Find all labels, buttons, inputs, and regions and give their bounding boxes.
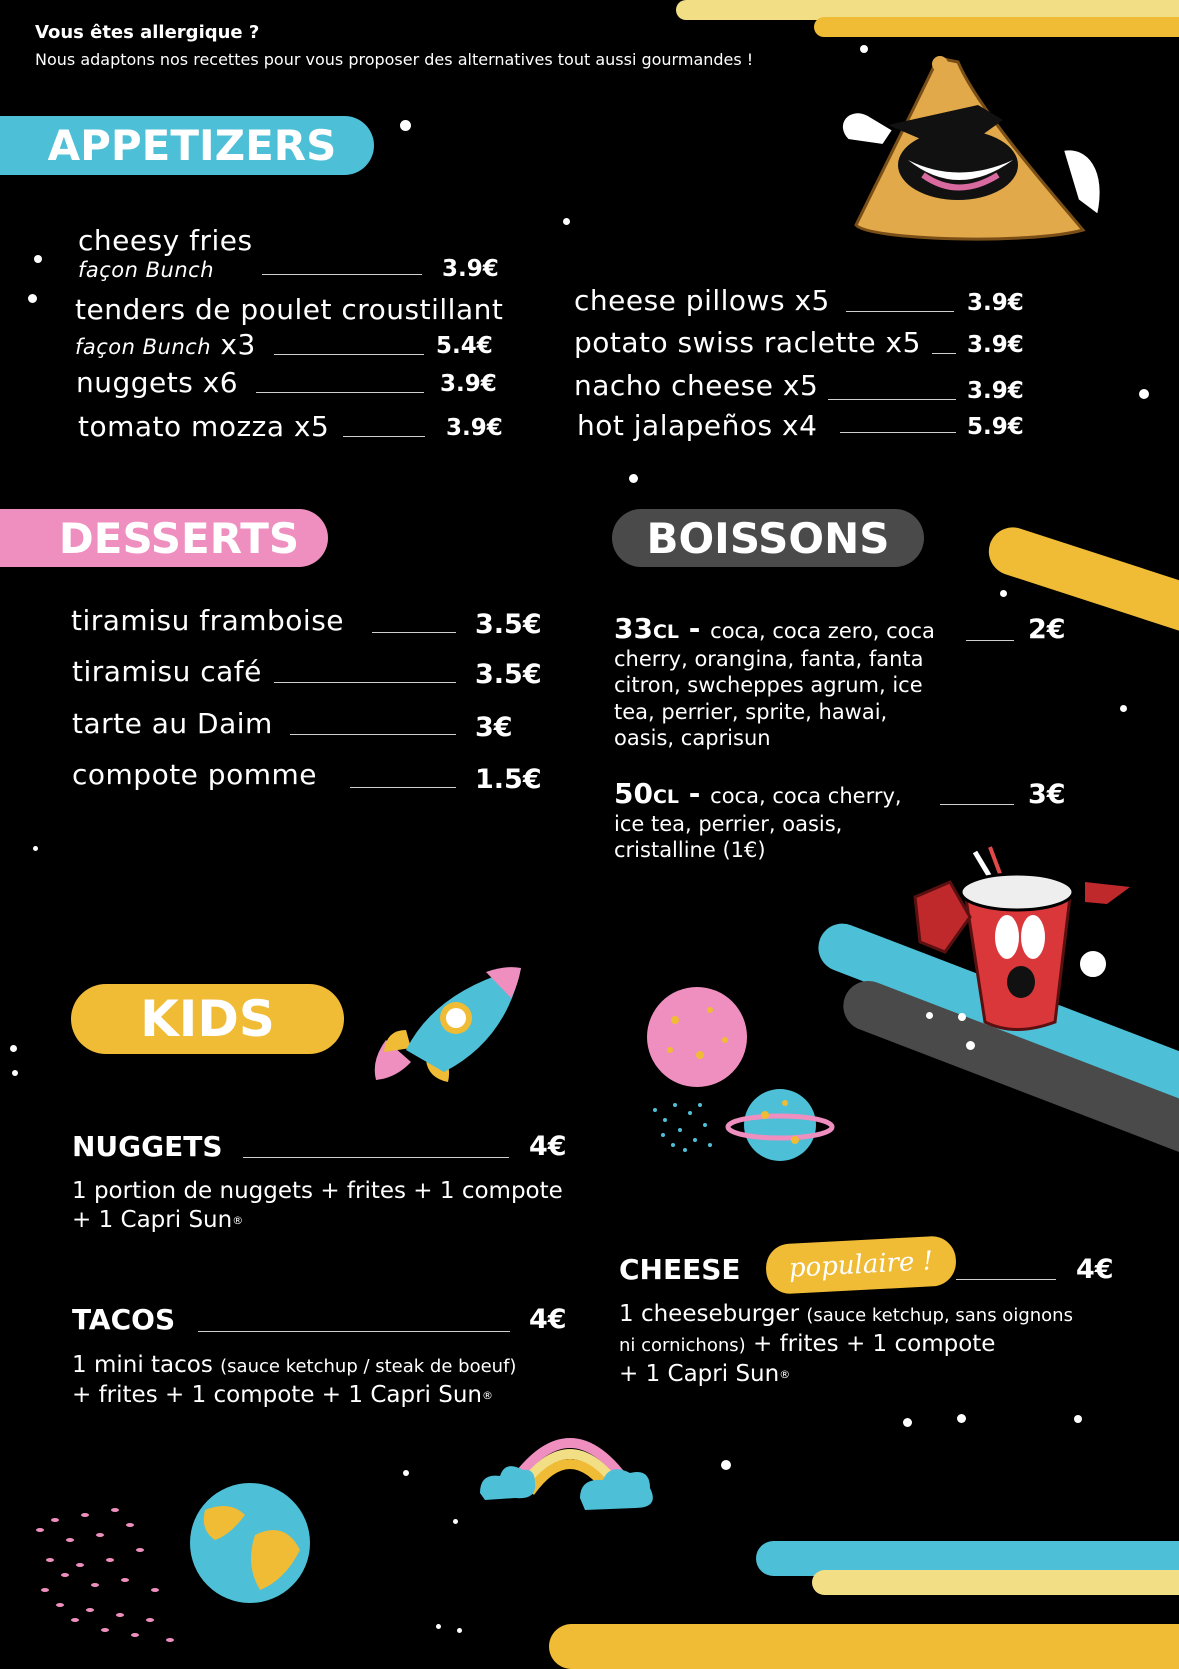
appetizer-price: 3.9€	[967, 378, 1024, 404]
planets-icon	[645, 985, 835, 1165]
soda-cup-mascot-icon	[895, 842, 1155, 1032]
drink-price: 3€	[1028, 779, 1066, 810]
leader-line	[828, 399, 956, 400]
appetizer-price: 3.9€	[442, 256, 499, 282]
kids-tacos-desc	[72, 1351, 516, 1410]
kids-cheese-line1-small: (sauce ketchup, sans oignons	[806, 1305, 1073, 1326]
leader-line	[940, 804, 1014, 805]
kids-cheese-line1-main: 1 cheeseburger	[619, 1301, 807, 1327]
drink-list-line: cristalline (1€)	[614, 838, 766, 862]
dessert-name: tiramisu framboise	[71, 604, 345, 637]
star	[629, 474, 638, 483]
kids-tacos-line1-main: 1 mini tacos	[72, 1352, 221, 1378]
appetizer-name: hot jalapeños x4	[577, 409, 818, 442]
kids-cheese-line2-main: + frites + 1 compote	[745, 1331, 996, 1357]
drink-list-line: citron, swcheppes agrum, ice	[614, 673, 923, 697]
kids-nuggets-line2: + 1 Capri Sun	[72, 1207, 233, 1233]
appetizer-name: nuggets x6	[76, 366, 239, 399]
star	[966, 1041, 975, 1050]
populaire-badge	[765, 1235, 957, 1295]
leader-line	[243, 1157, 509, 1158]
leader-line	[846, 311, 954, 312]
drink-dash: -	[679, 612, 711, 645]
star	[453, 1519, 458, 1524]
desserts-heading-text: DESSERTS	[58, 513, 300, 563]
drink-33cl	[614, 612, 974, 752]
star	[33, 846, 38, 851]
drink-list-line: cherry, orangina, fanta, fanta	[614, 646, 924, 671]
star	[28, 294, 37, 303]
appetizer-name: cheesy fries	[78, 224, 253, 257]
leader-line	[198, 1331, 510, 1332]
star	[1120, 705, 1127, 712]
leader-line	[966, 640, 1014, 641]
dessert-name: compote pomme	[72, 758, 317, 791]
registered-mark: ®	[481, 1389, 493, 1402]
star	[563, 218, 570, 225]
leader-line	[274, 682, 456, 683]
kids-tacos-title: TACOS	[72, 1303, 176, 1336]
boissons-heading	[612, 509, 924, 567]
deco-bar-bottom-yellow	[549, 1624, 1179, 1669]
appetizer-sub: façon Bunch	[78, 258, 215, 282]
dessert-price: 1.5€	[475, 764, 542, 795]
dessert-name: tiramisu café	[72, 655, 262, 688]
kids-cheese-line3: + 1 Capri Sun	[619, 1361, 780, 1387]
populaire-badge-text: populaire !	[788, 1246, 934, 1284]
registered-mark: ®	[232, 1214, 244, 1227]
deco-bar-bottom-pale	[812, 1570, 1179, 1595]
appetizer-price: 3.9€	[446, 415, 503, 441]
appetizer-price: 3.9€	[967, 290, 1024, 316]
dessert-price: 3.5€	[475, 609, 542, 640]
drink-price: 2€	[1028, 614, 1066, 645]
dessert-name: tarte au Daim	[72, 707, 273, 740]
appetizer-price: 3.9€	[440, 371, 497, 397]
nacho-mascot-icon	[828, 50, 1128, 250]
registered-mark: ®	[779, 1368, 791, 1381]
kids-cheese-line2-small: ni cornichons)	[619, 1335, 746, 1356]
appetizer-name: cheese pillows x5	[574, 284, 830, 317]
drink-list-line: ice tea, perrier, oasis,	[614, 811, 843, 836]
drink-unit: CL	[652, 786, 680, 808]
drink-size: 33	[614, 612, 653, 645]
kids-nuggets-line1: 1 portion de nuggets + frites + 1 compote	[72, 1178, 563, 1204]
star	[721, 1460, 731, 1470]
star	[1074, 1415, 1082, 1423]
star	[1000, 590, 1007, 597]
kids-tacos-line1-small: (sauce ketchup / steak de boeuf)	[220, 1356, 517, 1377]
leader-line	[343, 436, 425, 437]
kids-nuggets-desc	[72, 1177, 563, 1235]
kids-nuggets-title: NUGGETS	[72, 1130, 223, 1163]
deco-bar-yellow-diagonal	[983, 521, 1179, 644]
star	[457, 1628, 462, 1633]
drink-list-line: oasis, caprisun	[614, 726, 771, 750]
leader-line	[290, 734, 456, 735]
rocket-icon	[366, 960, 526, 1088]
star	[403, 1470, 409, 1476]
earth-planet-icon	[30, 1480, 320, 1654]
desserts-heading	[0, 509, 328, 567]
kids-heading-text: KIDS	[140, 990, 275, 1048]
leader-line	[262, 274, 422, 275]
kids-tacos-line2: + frites + 1 compote + 1 Capri Sun	[72, 1382, 482, 1408]
kids-nuggets-price: 4€	[529, 1131, 567, 1162]
star	[903, 1418, 912, 1427]
leader-line	[350, 787, 456, 788]
star	[860, 45, 868, 53]
star	[400, 120, 411, 131]
drink-unit: CL	[652, 621, 680, 643]
kids-cheese-desc	[619, 1300, 1073, 1389]
appetizer-sub: façon Bunch	[75, 335, 212, 359]
leader-line	[840, 432, 956, 433]
leader-line	[932, 353, 956, 354]
appetizer-sub-row	[75, 328, 256, 361]
star	[34, 255, 42, 263]
kids-cheese-title: CHEESE	[619, 1253, 741, 1286]
leader-line	[274, 354, 424, 355]
star	[10, 1045, 17, 1052]
star	[1139, 389, 1149, 399]
allergy-title: Vous êtes allergique ?	[35, 22, 260, 43]
appetizer-price: 5.4€	[436, 333, 493, 359]
appetizer-name: tomato mozza x5	[78, 410, 330, 443]
drink-list-line: tea, perrier, sprite, hawai,	[614, 699, 888, 724]
appetizer-name: potato swiss raclette x5	[574, 326, 921, 359]
leader-line	[956, 1279, 1056, 1280]
star	[436, 1624, 441, 1629]
drink-list-first: coca, coca zero, coca	[710, 619, 935, 643]
appetizer-name: tenders de poulet croustillant	[75, 293, 504, 326]
appetizers-heading	[0, 116, 374, 175]
drink-list-first: coca, coca cherry,	[710, 784, 902, 808]
dessert-price: 3.5€	[475, 659, 542, 690]
leader-line	[372, 632, 456, 633]
appetizer-suffix: x3	[211, 328, 256, 361]
rainbow-icon	[475, 1418, 665, 1518]
deco-bar-top-yellow	[814, 17, 1179, 37]
star	[12, 1070, 18, 1076]
allergy-text: Nous adaptons nos recettes pour vous proposer des alternatives tout aussi gourmandes !	[35, 50, 754, 69]
appetizer-name: nacho cheese x5	[574, 369, 819, 402]
boissons-heading-text: BOISSONS	[646, 513, 890, 563]
star	[957, 1414, 966, 1423]
kids-cheese-price: 4€	[1076, 1254, 1114, 1285]
drink-dash: -	[679, 777, 711, 810]
kids-tacos-price: 4€	[529, 1304, 567, 1335]
dessert-price: 3€	[475, 712, 513, 743]
appetizer-price: 3.9€	[967, 332, 1024, 358]
drink-size: 50	[614, 777, 653, 810]
kids-heading	[71, 984, 344, 1054]
leader-line	[256, 392, 424, 393]
appetizer-price: 5.9€	[967, 414, 1024, 440]
appetizers-heading-text: APPETIZERS	[47, 121, 337, 170]
